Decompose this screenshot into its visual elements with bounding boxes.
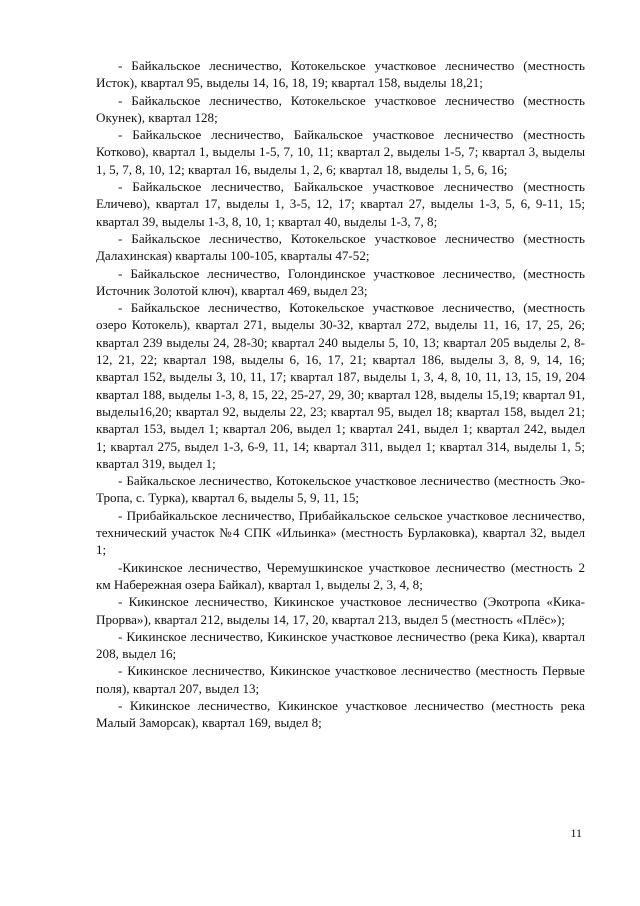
paragraph-pervye-polya: - Кикинское лесничество, Кикинское участковое лесничество (местность Первые поля), квартал 207, выдел 13; <box>96 663 585 696</box>
paragraph-kika-prorva: - Кикинское лесничество, Кикинское участковое лесничество (Экотропа «Кика-Прорва»), квартал 212, выделы 14, 17, 20, квартал 213, выдел 5 (местность «Плёс»); <box>96 594 585 627</box>
paragraph-reka-kika: - Кикинское лесничество, Кикинское участковое лесничество (река Кика), квартал 208, выдел 16; <box>96 628 585 662</box>
paragraph-eko-tropa: - Байкальское лесничество, Котокельское участковое лесничество (местность Эко-Тропа, с. Турка), квартал 6, выделы 5, 9, 11, 15; <box>96 473 585 506</box>
paragraph-burlakovka: - Прибайкальское лесничество, Прибайкальское сельское участковое лесничество, технический участок №4 СПК «Ильинка» (местность Бурлаковка), квартал 32, выдел 1; <box>96 507 585 558</box>
paragraph-elichevo: - Байкальское лесничество, Байкальское участковое лесничество (местность Еличево), квартал 17, выделы 1, 3-5, 12, 17; квартал 27, выделы 1-3, 5, 6, 9-11, 15; квартал 39, выделы 1-3, 8, 10, 1; квартал 40, выделы 1-3, 7, 8; <box>96 179 585 229</box>
paragraph-okunek: - Байкальское лесничество, Котокельское участковое лесничество (местность Окунек), квартал 128; <box>96 92 585 125</box>
paragraph-dalakhinskaya: - Байкальское лесничество, Котокельское участковое лесничество (местность Далахинская) кварталы 100-105, кварталы 47-52; <box>96 230 585 264</box>
paragraph-kotokel-lake: - Байкальское лесничество, Котокельское участковое лесничество, (местность озеро Котокель), квартал 271, выделы 30-32, квартал 272, выделы 11, 16, 17, 25, 26; квартал 239 выделы 24, 28-30; квартал 240 выделы 5, 10, 13; квартал 205 выделы 2, 8-12, 21, 22; квартал 198, выделы 6, 16, 17, 21; квартал 186, выделы 3, 8, 9, 14, 16; квартал 152, выделы 3, 10, 11, 17; квартал 187, выделы 1, 3, 4, 8, 10, 11, 13, 15, 19, 204 квартал 188, выделы 1-3, 8, 15, 22, 25-27, 29, 30; квартал 128, выделы 15,19; квартал 91, выделы16,20; квартал 92, выделы 22, 23; квартал 95, выдел 18; квартал 158, выдел 21; квартал 153, выдел 1; квартал 206, выдел 1; квартал 241, выдел 1; квартал 242, выдел 1; квартал 275, выдел 1-3, 6-9, 11, 14; квартал 311, выдел 1; квартал 314, выделы 1, 5; квартал 319, выдел 1; <box>96 300 585 471</box>
document-body <box>96 57 585 732</box>
paragraph-naberezhnaya: -Кикинское лесничество, Черемушкинское участковое лесничество (местность 2 км Набережная озера Байкал), квартал 1, выделы 2, 3, 4, 8; <box>96 559 585 592</box>
paragraph-istok: - Байкальское лесничество, Котокельское участковое лесничество (местность Исток), квартал 95, выделы 14, 16, 18, 19; квартал 158, выделы 18,21; <box>96 58 585 91</box>
paragraph-kotkovo: - Байкальское лесничество, Байкальское участковое лесничество (местность Котково), квартал 1, выделы 1-5, 7, 10, 11; квартал 2, выделы 1-5, 7; квартал 3, выделы 1, 5, 7, 8, 10, 12; квартал 16, выделы 1, 2, 6; квартал 18, выделы 1, 5, 6, 16; <box>96 127 585 177</box>
page-number: 11 <box>570 826 582 840</box>
paragraph-zolotoy-klyuch: - Байкальское лесничество, Голондинское участковое лесничество, (местность Источник Золотой ключ), квартал 469, выдел 23; <box>96 265 585 298</box>
paragraph-malyy-zamorsak: - Кикинское лесничество, Кикинское участковое лесничество (местность река Малый Заморсак), квартал 169, выдел 8; <box>96 697 585 731</box>
